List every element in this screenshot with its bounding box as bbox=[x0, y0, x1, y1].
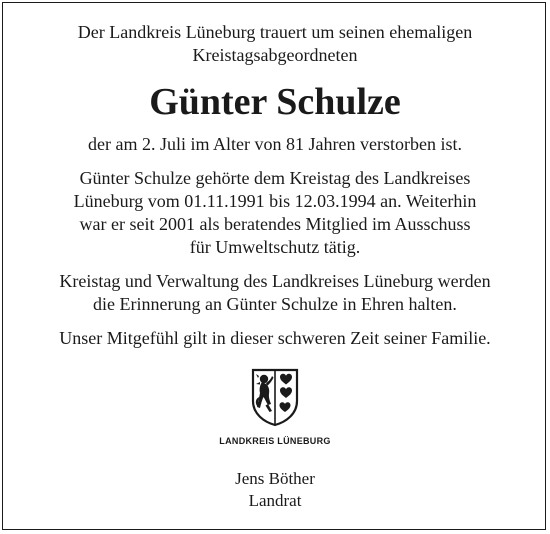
intro-text bbox=[0, 21, 550, 67]
memory-line-2: die Erinnerung an Günter Schulze in Ehren halten. bbox=[93, 294, 457, 314]
sympathy-statement: Unser Mitgefühl gilt in dieser schweren Zeit seiner Familie. bbox=[59, 328, 491, 348]
signatory-title: Landrat bbox=[248, 491, 302, 510]
intro-line-1: Der Landkreis Lüneburg trauert um seinen ehemaligen bbox=[77, 22, 473, 42]
career-paragraph bbox=[0, 167, 550, 259]
signatory-name: Jens Böther bbox=[235, 469, 315, 488]
deceased-name: Günter Schulze bbox=[149, 81, 401, 123]
career-line-2: Lüneburg vom 01.11.1991 bis 12.03.1994 an. Weiterhin bbox=[73, 191, 477, 211]
career-line-4: für Umweltschutz tätig. bbox=[189, 237, 361, 257]
memory-paragraph bbox=[0, 270, 550, 316]
career-line-3: war er seit 2001 als beratendes Mitglied im Ausschuss bbox=[79, 214, 471, 234]
career-line-1: Günter Schulze gehörte dem Kreistag des Landkreises bbox=[79, 168, 471, 188]
organization-name: LANDKREIS LÜNEBURG bbox=[219, 436, 331, 446]
intro-line-2: Kreistagsabgeordneten bbox=[192, 45, 358, 65]
memory-line-1: Kreistag und Verwaltung des Landkreises Lüneburg werden bbox=[59, 271, 491, 291]
coat-of-arms-lion-hearts-icon bbox=[250, 367, 300, 427]
death-statement: der am 2. Juli im Alter von 81 Jahren verstorben ist. bbox=[88, 134, 462, 154]
signature-block bbox=[0, 468, 550, 512]
district-emblem bbox=[215, 367, 335, 446]
